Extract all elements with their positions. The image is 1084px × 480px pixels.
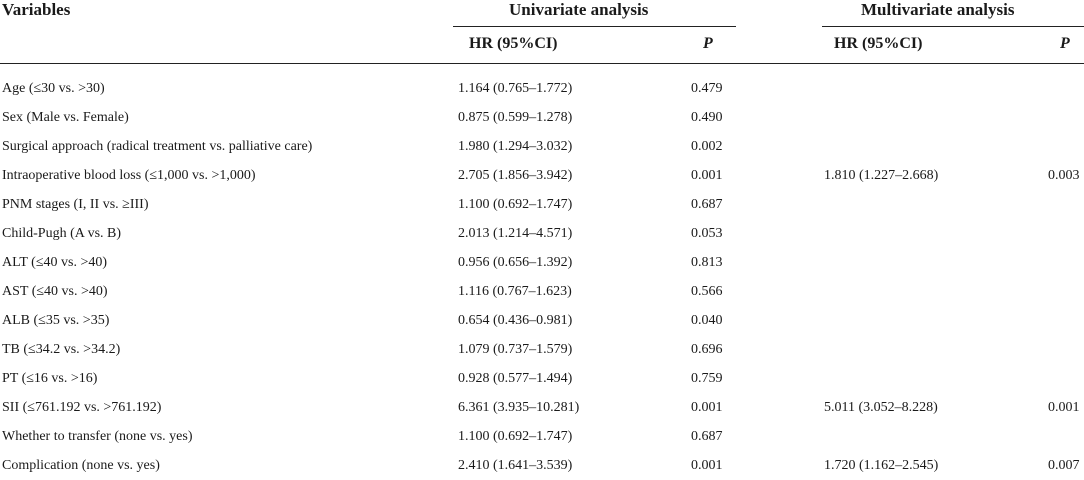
multivariate-p-header: P [1060,35,1070,52]
row-variable: Age (≤30 vs. >30) [2,81,105,96]
row-univariate-hr: 1.116 (0.767–1.623) [458,284,572,299]
row-univariate-hr: 0.956 (0.656–1.392) [458,255,573,270]
row-variable: ALT (≤40 vs. >40) [2,255,108,270]
header-bottom-rule [0,63,1084,64]
row-multivariate-hr: 5.011 (3.052–8.228) [824,400,938,415]
row-variable: TB (≤34.2 vs. >34.2) [2,342,121,357]
table-row [0,161,1084,190]
row-univariate-hr: 1.079 (0.737–1.579) [458,342,573,357]
multivariate-hr-header: HR (95%CI) [834,35,923,52]
row-univariate-hr: 0.654 (0.436–0.981) [458,313,573,328]
row-variable: Sex (Male vs. Female) [2,110,129,125]
row-variable: PNM stages (I, II vs. ≥III) [2,197,149,212]
row-univariate-p: 0.566 [691,284,723,299]
row-variable: SII (≤761.192 vs. >761.192) [2,400,162,415]
table-row [0,103,1084,132]
row-variable: AST (≤40 vs. >40) [2,284,108,299]
row-univariate-p: 0.490 [691,110,723,125]
row-variable: Child-Pugh (A vs. B) [2,226,122,241]
row-univariate-p: 0.001 [691,400,723,415]
row-multivariate-hr: 1.720 (1.162–2.545) [824,458,939,473]
row-multivariate-p: 0.001 [1048,400,1080,415]
header-multivariate: Multivariate analysis [861,0,1015,19]
row-variable: ALB (≤35 vs. >35) [2,313,110,328]
row-univariate-hr: 6.361 (3.935–10.281) [458,400,580,415]
table-row [0,219,1084,248]
univariate-hr-header: HR (95%CI) [469,35,558,52]
row-univariate-hr: 1.980 (1.294–3.032) [458,139,573,154]
row-univariate-p: 0.002 [691,139,723,154]
row-univariate-hr: 0.875 (0.599–1.278) [458,110,573,125]
table-row [0,306,1084,335]
table-row [0,364,1084,393]
table-row [0,248,1084,277]
header-variables: Variables [2,0,71,19]
row-univariate-p: 0.053 [691,226,723,241]
row-univariate-p: 0.040 [691,313,723,328]
table-row [0,74,1084,103]
row-univariate-p: 0.001 [691,168,723,183]
row-univariate-hr: 1.164 (0.765–1.772) [458,81,573,96]
row-univariate-p: 0.479 [691,81,723,96]
row-univariate-p: 0.759 [691,371,723,386]
univariate-rule [453,26,736,27]
row-variable: Whether to transfer (none vs. yes) [2,429,193,444]
row-univariate-hr: 0.928 (0.577–1.494) [458,371,573,386]
row-variable: Complication (none vs. yes) [2,458,160,473]
table-row [0,335,1084,364]
row-univariate-hr: 2.410 (1.641–3.539) [458,458,573,473]
table-row [0,190,1084,219]
row-univariate-p: 0.813 [691,255,723,270]
row-multivariate-hr: 1.810 (1.227–2.668) [824,168,939,183]
multivariate-rule [822,26,1084,27]
row-univariate-hr: 2.705 (1.856–3.942) [458,168,573,183]
table-row [0,277,1084,306]
row-univariate-p: 0.001 [691,458,723,473]
row-univariate-p: 0.687 [691,429,723,444]
row-univariate-hr: 1.100 (0.692–1.747) [458,429,573,444]
row-multivariate-p: 0.003 [1048,168,1080,183]
table-row [0,132,1084,161]
row-univariate-hr: 2.013 (1.214–4.571) [458,226,573,241]
row-variable: PT (≤16 vs. >16) [2,371,98,386]
row-variable: Intraoperative blood loss (≤1,000 vs. >1,000) [2,168,256,183]
row-variable: Surgical approach (radical treatment vs. palliative care) [2,139,313,154]
row-univariate-p: 0.696 [691,342,723,357]
row-univariate-p: 0.687 [691,197,723,212]
table-row [0,422,1084,451]
row-multivariate-p: 0.007 [1048,458,1080,473]
table-row [0,393,1084,422]
row-univariate-hr: 1.100 (0.692–1.747) [458,197,573,212]
univariate-p-header: P [703,35,713,52]
header-univariate: Univariate analysis [509,0,649,19]
